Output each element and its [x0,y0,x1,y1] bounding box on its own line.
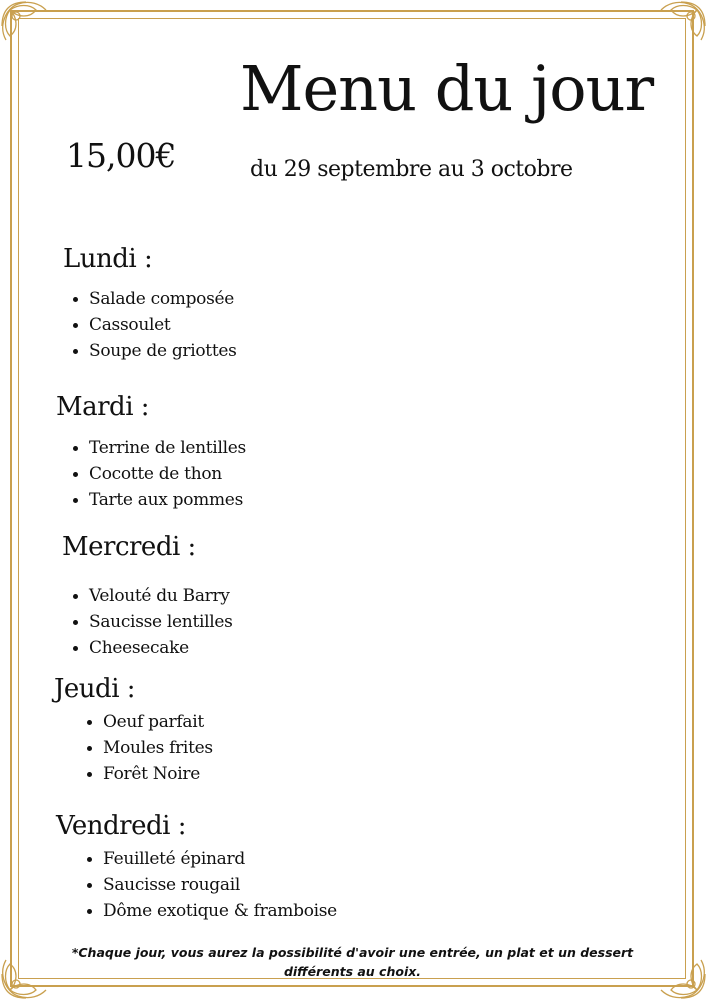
day-title: Jeudi : [54,674,136,704]
footnote: *Chaque jour, vous aurez la possibilité d'avoir une entrée, un plat et un dessert différents au choix. [71,945,634,979]
corner-ornament-icon [0,0,58,58]
day-title: Lundi : [63,244,153,274]
corner-ornament-icon [0,942,58,1004]
dish-list [71,435,246,513]
list-item: Cocotte de thon [71,461,246,487]
list-item: Forêt Noire [85,761,213,787]
day-section-mercredi [62,532,233,658]
day-section-vendredi [56,811,337,921]
list-item: Cheesecake [71,635,233,661]
list-item: Saucisse lentilles [71,609,233,635]
corner-ornament-icon [649,942,707,1004]
list-item: Saucisse rougail [85,872,337,898]
list-item: Moules frites [85,735,213,761]
list-item: Feuilleté épinard [85,846,337,872]
day-section-jeudi [54,674,213,784]
list-item: Tarte aux pommes [71,487,246,513]
day-section-mardi [56,392,246,510]
list-item: Salade composée [71,286,237,312]
day-section-lundi [63,244,237,361]
day-title: Mercredi : [62,532,196,562]
list-item: Terrine de lentilles [71,435,246,461]
list-item: Dôme exotique & framboise [85,898,337,924]
dish-list [71,286,237,364]
corner-ornament-icon [649,0,707,58]
list-item: Oeuf parfait [85,709,213,735]
list-item: Soupe de griottes [71,338,237,364]
day-title: Vendredi : [56,811,186,841]
day-title: Mardi : [56,392,150,422]
dish-list [85,709,213,787]
page-title: Menu du jour [240,52,654,125]
menu-price: 15,00€ [66,136,176,175]
date-range: du 29 septembre au 3 octobre [250,157,573,182]
list-item: Velouté du Barry [71,583,233,609]
list-item: Cassoulet [71,312,237,338]
dish-list [71,583,233,661]
dish-list [85,846,337,924]
